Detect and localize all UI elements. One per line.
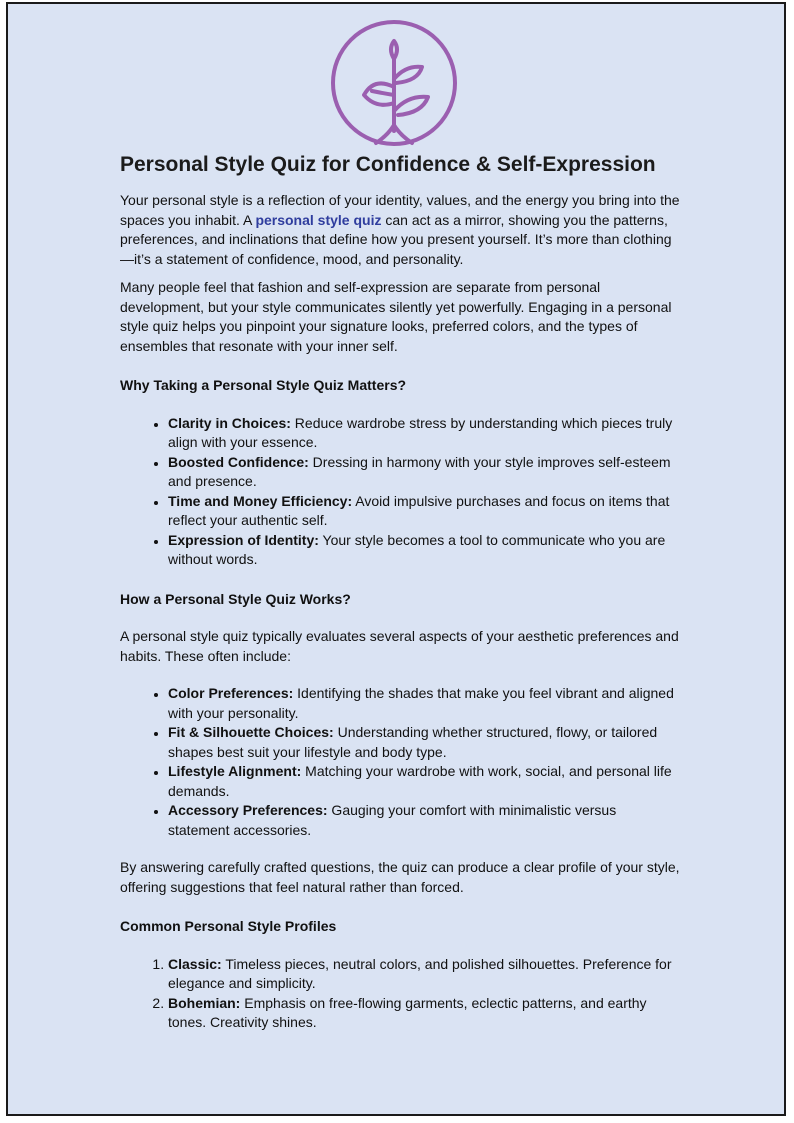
list-item: • Color Preferences: Identifying the shades that make you feel vibrant and aligned with your personality.	[168, 684, 680, 723]
how-intro-paragraph: A personal style quiz typically evaluates several aspects of your aesthetic preferences and habits. These often include:	[120, 628, 679, 664]
list-item: • Clarity in Choices: Reduce wardrobe stress by understanding which pieces truly align with your essence.	[168, 414, 680, 453]
section-heading-how: How a Personal Style Quiz Works?	[120, 590, 351, 607]
section-heading-profiles: Common Personal Style Profiles	[120, 918, 337, 934]
list-item: 1. Classic: Timeless pieces, neutral colors, and polished silhouettes. Preference for elegance and simplicity.	[168, 955, 680, 994]
article	[120, 151, 680, 1033]
profiles-list	[120, 955, 680, 1033]
aspects-list	[120, 684, 680, 840]
how-outro-paragraph: By answering carefully crafted questions, the quiz can produce a clear profile of your style, offering suggestions that feel natural rather than forced.	[120, 859, 680, 895]
list-item: • Time and Money Efficiency: Avoid impulsive purchases and focus on items that reflect your authentic self.	[168, 492, 680, 531]
benefits-list	[120, 414, 680, 570]
personal-style-quiz-link[interactable]: personal style quiz	[255, 211, 382, 228]
page-title: Personal Style Quiz for Confidence & Self-Expression	[120, 153, 656, 176]
paragraph-2: Many people feel that fashion and self-expression are separate from personal development, but your style communicates silently yet powerfully. Engaging in a personal style quiz helps you pinpoint your signature looks, preferred colors, and the types of ensembles that resonate with your inner self.	[120, 279, 672, 354]
sprout-logo-icon	[330, 19, 458, 147]
list-item: • Accessory Preferences: Gauging your comfort with minimalistic versus statement accessories.	[168, 801, 680, 840]
list-item: 2. Bohemian: Emphasis on free-flowing garments, eclectic patterns, and earthy tones. Creativity shines.	[168, 994, 680, 1033]
list-item: • Lifestyle Alignment: Matching your wardrobe with work, social, and personal life demands.	[168, 762, 680, 801]
intro-paragraph: Your personal style is a reflection of your identity, values, and the energy you bring into the spaces you inhabit. A personal style quiz can act as a mirror, showing you the patterns, preferences, and inclinations that define how you present yourself. It’s more than clothing—it’s a statement of confidence, mood, and personality.	[120, 192, 680, 267]
document-page	[6, 2, 786, 1116]
list-item: • Expression of Identity: Your style becomes a tool to communicate who you are without words.	[168, 531, 680, 570]
list-item: • Fit & Silhouette Choices: Understanding whether structured, flowy, or tailored shapes best suit your lifestyle and body type.	[168, 723, 680, 762]
section-heading-why: Why Taking a Personal Style Quiz Matters?	[120, 377, 407, 393]
list-item: • Boosted Confidence: Dressing in harmony with your style improves self-esteem and presence.	[168, 453, 680, 492]
